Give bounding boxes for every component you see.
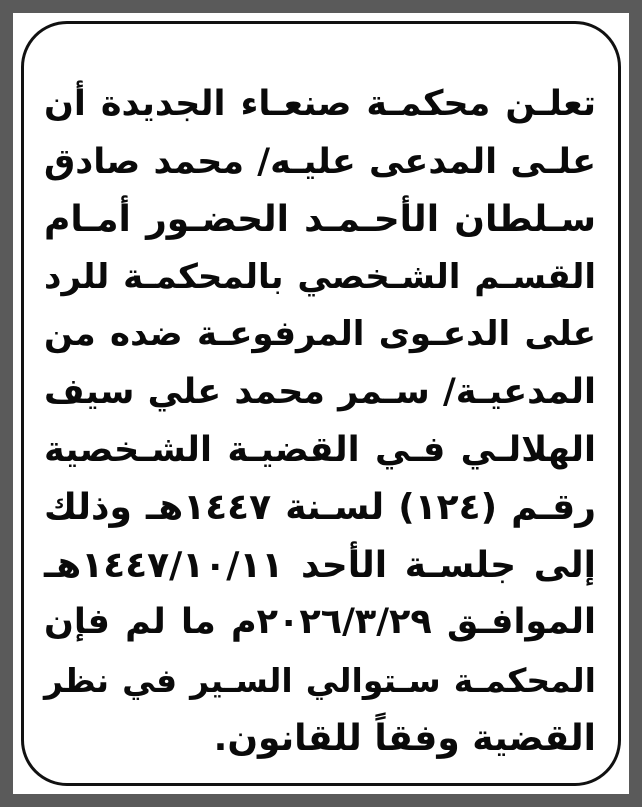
notice-line-3: سـلطان الأحـمـد الحضـور أمـام [44,199,596,241]
notice-line-2: علـى المدعى عليـه/ محمد صادق [44,141,596,182]
notice-line-9: إلى جلسـة الأحد ١٤٤٧/١٠/١١هـ [44,544,596,586]
notice-line-7: الهلالـي فـي القضيـة الشـخصية [44,429,596,470]
notice-line-1: تعلـن محكمـة صنعـاء الجديدة أن [44,84,596,124]
notice-card [21,21,621,786]
notice-line-8: رقـم (١٢٤) لسـنة ١٤٤٧هـ وذلك [44,487,596,529]
notice-line-11: المحكمـة سـتوالي السـير في نظر [44,660,596,700]
notice-line-6: المدعيـة/ سـمر محمد علي سيف [44,371,596,412]
notice-text [44,76,596,767]
notice-line-5: على الدعـوى المرفوعـة ضده من [44,314,596,355]
notice-line-4: القسـم الشـخصي بالمحكمـة للرد [44,256,596,297]
notice-line-10: الموافـق ٢٠٢٦/٣/٢٩م ما لم فإن [44,602,596,643]
notice-line-12: القضية وفقاً للقانون. [213,717,596,759]
